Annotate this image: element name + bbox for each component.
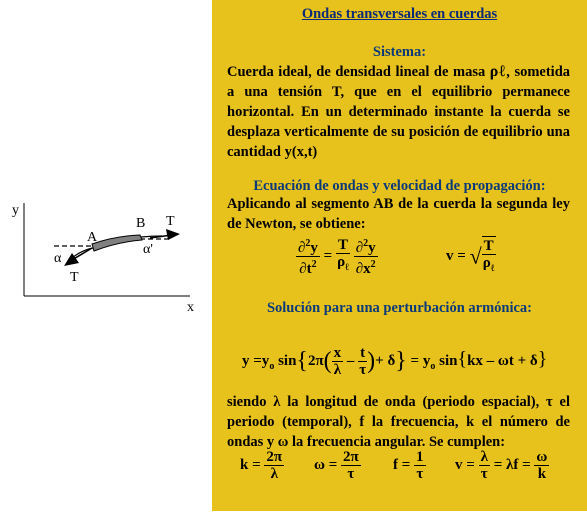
density-symbol: ρℓ	[489, 63, 507, 80]
page-title: Ondas transversales en cuerdas	[301, 6, 498, 22]
section-harmonic-heading: Solución para una perturbación armónica:	[266, 300, 533, 316]
section-wave-equation-text: Aplicando al segmento AB de la cuerda la segunda ley de Newton, se obtiene:	[227, 196, 570, 232]
system-text-start: Cuerda ideal, de densidad lineal de masa	[227, 64, 486, 80]
tension-label-right: T	[166, 214, 175, 229]
y-axis-label: y	[12, 203, 19, 218]
string-diagram-area	[0, 0, 212, 511]
section-harmonic-text: siendo λ la longitud de onda (periodo espacial), τ el periodo (temporal), f la frecuencia, k el número de ondas y ω la frecuencia angular. Se cumplen:	[227, 394, 570, 450]
section-system-text	[227, 62, 570, 162]
relation-v: v = $\frac{\lambda}{\tau}$ = λf = $\frac{\omega}{k}$	[455, 449, 548, 482]
section-system-heading: Sistema:	[372, 44, 427, 60]
system-text-end: , sometida a una tensión T, que en el equilibrio permanece horizontal. En un determinado instante la cuerda se desplaza verticalmente de su posición de equilibrio una cantidad y(x,t)	[227, 64, 571, 160]
angle-alpha-prime-label: α'	[143, 242, 153, 257]
relation-omega: ω = $\frac{2\pi}{\tau}$	[314, 449, 359, 482]
relation-f: f = $\frac{1}{\tau}$	[393, 449, 424, 482]
x-axis-label: x	[187, 300, 194, 315]
relation-k: k = $\frac{2\pi}{\lambda}$	[240, 449, 283, 482]
harmonic-solution-equation: $y =y_o$ sin{2π( $\frac{x}{\lambda}$ – $\frac{t}{\tau}$ )+ $\delta\} = y_o$ sin{kx – ωt + δ}	[242, 345, 548, 378]
string-segment-ab	[92, 235, 142, 251]
wave-equation: $\frac{\partial^2y}{\partial t^2}$ = $\frac{T}{\rho_\ell}$ $\frac{\partial^2y}{\partial x^2}$	[298, 237, 376, 277]
tension-label-left: T	[70, 270, 79, 285]
angle-alpha-label: α	[54, 251, 62, 266]
point-b-label: B	[136, 216, 146, 231]
tension-arrowhead-right	[166, 229, 180, 240]
velocity-equation: v = √ $\frac{T}{\rho_\ell}$	[446, 236, 496, 277]
section-wave-equation-heading: Ecuación de ondas y velocidad de propagación:	[253, 178, 546, 194]
info-panel	[212, 0, 587, 511]
string-diagram	[0, 0, 212, 511]
point-a-label: A	[87, 230, 98, 245]
